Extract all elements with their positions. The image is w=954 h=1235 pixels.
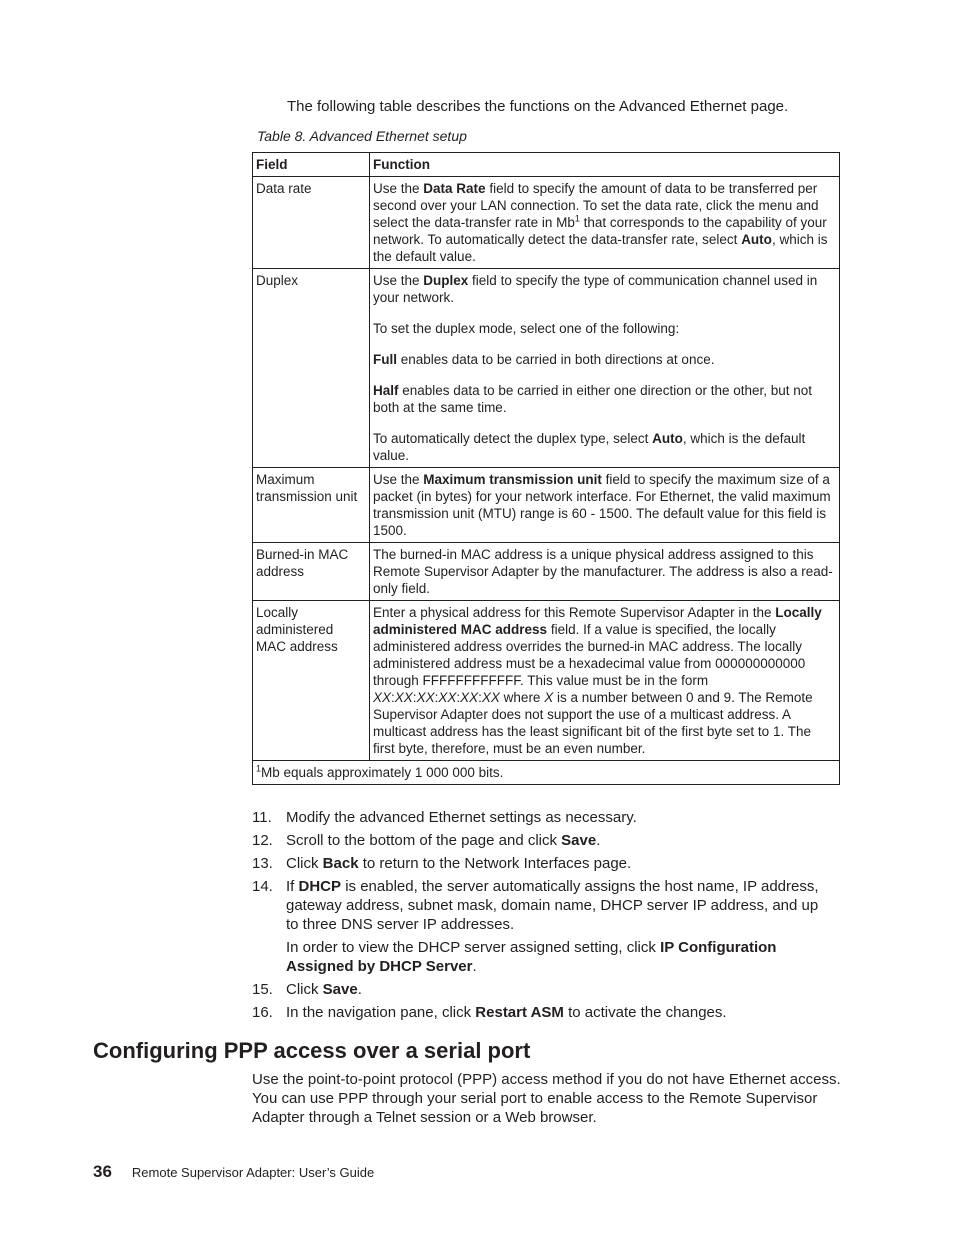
function-cell: The burned-in MAC address is a unique physical address assigned to this Remote Supervisor Adapter by the manufacturer. The address is also a read-only field. <box>370 543 840 601</box>
page-footer <box>93 1162 374 1182</box>
step-number: 12. <box>252 832 273 849</box>
step-text: If DHCP is enabled, the server automatically assigns the host name, IP address, gateway address, subnet mask, domain name, DHCP server IP address, and up to three DNS server IP addresses. <box>286 878 819 933</box>
field-cell: Data rate <box>253 177 370 269</box>
list-item <box>252 831 822 850</box>
table-row <box>253 601 840 761</box>
function-cell: Use the Data Rate field to specify the amount of data to be transferred per second over your LAN connection. To set the data rate, click the menu and select the data-transfer rate in Mb$^1$ that corresponds to the capability of your network. To automatically detect the data-transfer rate, select Auto, which is the default value. <box>370 177 840 269</box>
step-text: Click Back to return to the Network Interfaces page. <box>286 855 632 872</box>
table-footnote: $^1$Mb equals approximately 1 000 000 bits. <box>253 761 840 785</box>
field-cell: Maximum transmission unit <box>253 468 370 543</box>
header-function: Function <box>370 153 840 177</box>
table-row <box>253 177 840 269</box>
header-field: Field <box>253 153 370 177</box>
step-text: Click Save. <box>286 981 362 998</box>
list-item <box>252 808 822 827</box>
function-cell: Enter a physical address for this Remote Supervisor Adapter in the Locally administered MAC address field. If a value is specified, the locally administered address overrides the burned-in MAC address. The locally administered address must be a hexadecimal value from 000000000000 through FFFFFFFFFFFF. This value must be in the form XX:XX:XX:XX:XX:XX where X is a number between 0 and 9. The Remote Supervisor Adapter does not support the use of a multicast address. A multicast address has the least significant bit of the first byte set to 1. The first byte, therefore, must be an even number. <box>370 601 840 761</box>
advanced-ethernet-table <box>252 152 840 785</box>
list-item <box>252 980 822 999</box>
step-number: 14. <box>252 878 273 895</box>
step-text: Scroll to the bottom of the page and click Save. <box>286 832 601 849</box>
table-row <box>253 468 840 543</box>
field-cell: Locally administered MAC address <box>253 601 370 761</box>
step-number: 11. <box>252 809 272 826</box>
step-list <box>252 808 822 1026</box>
field-cell: Burned-in MAC address <box>253 543 370 601</box>
list-item <box>252 877 822 934</box>
section-heading: Configuring PPP access over a serial port <box>93 1038 531 1063</box>
table-caption: Table 8. Advanced Ethernet setup <box>257 128 467 144</box>
table-row <box>253 269 840 468</box>
book-title: Remote Supervisor Adapter: User’s Guide <box>131 1165 375 1180</box>
field-cell: Duplex <box>253 269 370 468</box>
list-item <box>252 854 822 873</box>
table-row <box>253 543 840 601</box>
step-number: 13. <box>252 855 273 872</box>
section-body: Use the point-to-point protocol (PPP) access method if you do not have Ethernet access. You can use PPP through your serial port to enable access to the Remote Supervisor Adapter through a Telnet session or a Web browser. <box>252 1071 841 1126</box>
table-header-row <box>253 153 840 177</box>
step-number: 15. <box>252 981 273 998</box>
function-cell: Use the Maximum transmission unit field to specify the maximum size of a packet (in bytes) for your network interface. For Ethernet, the valid maximum transmission unit (MTU) range is 60 - 1500. The default value for this field is 1500. <box>370 468 840 543</box>
intro-text: The following table describes the functions on the Advanced Ethernet page. <box>287 98 789 115</box>
table-footnote-row <box>253 761 840 785</box>
step-text: Modify the advanced Ethernet settings as necessary. <box>286 809 637 826</box>
page-number: 36 <box>93 1162 112 1181</box>
list-item <box>252 1003 822 1022</box>
function-cell: Use the Duplex field to specify the type of communication channel used in your network. To set the duplex mode, select one of the following: Full enables data to be carried in both directions at once. Half enables data to be carried in either one direction or the other, but not both at the same time. To automatically detect the duplex type, select Auto, which is the default value. <box>370 269 840 468</box>
step-subparagraph: In order to view the DHCP server assigned setting, click IP Configuration Assigned by DHCP Server. <box>286 939 777 975</box>
step-number: 16. <box>252 1004 273 1021</box>
step-text: In the navigation pane, click Restart ASM to activate the changes. <box>286 1004 727 1021</box>
